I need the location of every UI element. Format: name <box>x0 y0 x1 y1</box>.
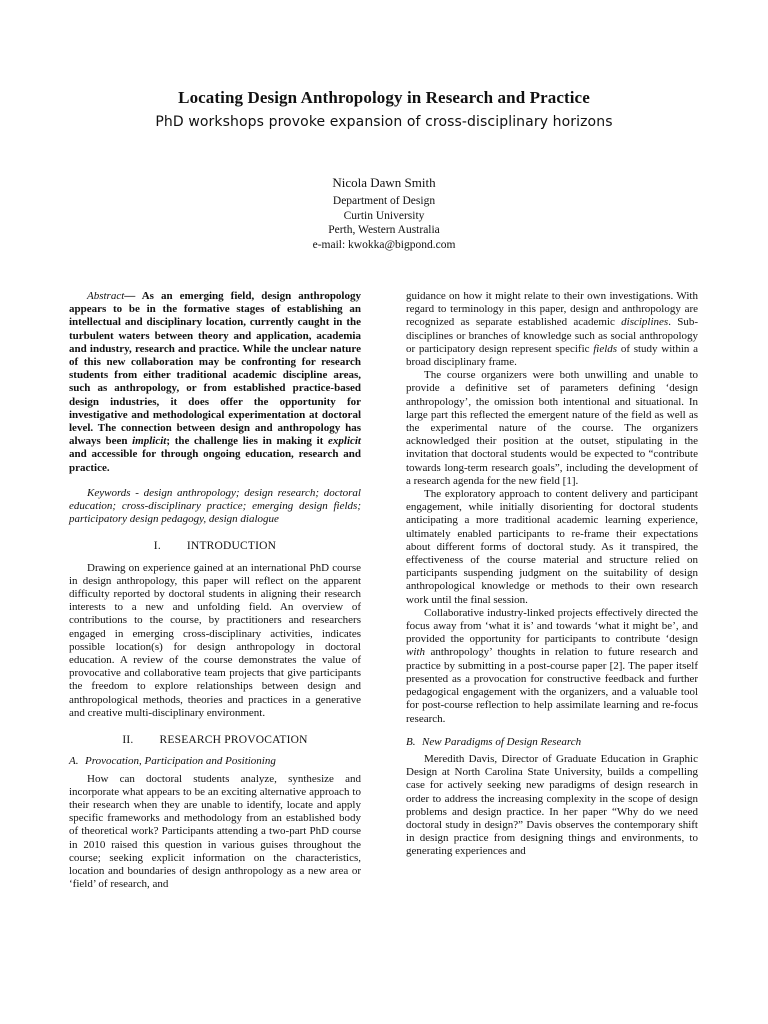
introduction-paragraph: Drawing on experience gained at an international PhD course in design anthropology, this paper will reflect on the apparent difficulty reported by doctoral students in aligning their research interests to a new and unfolding field. An overview of contributions to the course, by practitioners and researchers engaged in emerging cross-disciplinary activities, indicates possible location(s) for design anthropology in doctoral education. A review of the course demonstrates the value of provocative and collaborative team projects that give participants the freedom to explore relationships between design and anthropological methods, theories and practices in a generative and creative multi-disciplinary environment. <box>69 561 361 719</box>
emphasis-disciplines: disciplines <box>621 316 669 329</box>
paper-title: Locating Design Anthropology in Research and Practice <box>178 88 590 107</box>
abstract-explicit: explicit <box>328 435 361 448</box>
affiliation-location: Perth, Western Australia <box>328 224 440 236</box>
section-heading-introduction <box>69 540 361 553</box>
affiliation-department: Department of Design <box>332 195 436 207</box>
text-run: Collaborative industry-linked projects effectively directed the focus away from ‘what it is’ and towards ‘what it might be’, and provided the opportunity for participants to contribute ‘design <box>406 606 698 646</box>
section-title: RESEARCH PROVOCATION <box>159 734 308 747</box>
emphasis-fields: fields <box>593 342 618 355</box>
collaborative-projects-paragraph <box>406 607 698 726</box>
abstract <box>69 290 361 475</box>
author-affiliation <box>0 194 768 252</box>
subsection-heading-b <box>406 736 698 749</box>
keywords: Keywords - design anthropology; design research; doctoral education; cross-disciplinary practice; emerging design fields; participatory design pedagogy, design dialogue <box>69 486 361 526</box>
section-number: II. <box>122 734 134 747</box>
emphasis-with: with <box>406 646 425 659</box>
section-number: I. <box>153 540 161 553</box>
abstract-text-b: ; the challenge lies in making it <box>166 435 328 448</box>
subsection-number: A. <box>69 755 79 768</box>
section-heading-research-provocation <box>69 734 361 747</box>
abstract-text-a: As an emerging field, design anthropology appears to be in the formative stages of establishing an intellectual and disciplinary location, currently caught in the turbulent waters between theory and application, academia and industry, research and practice. While the unclear nature of this new collaboration may be confronting for research students from either traditional academic discipline areas, such as anthropology, or from established practice-based design industries, it does offer the opportunity for investigative and methodological experimentation at doctoral level. The connection between design and anthropology has always been <box>69 290 361 448</box>
abstract-implicit: implicit <box>132 435 167 448</box>
paper-subtitle: PhD workshops provoke expansion of cross-disciplinary horizons <box>155 114 613 130</box>
author-name: Nicola Dawn Smith <box>332 175 436 190</box>
abstract-label: Abstract <box>87 290 125 302</box>
new-paradigms-paragraph: Meredith Davis, Director of Graduate Education in Graphic Design at North Carolina State University, builds a compelling case for actively seeking new paradigms of design research in order to address the increasing complexity in the scope of design problems and design practice. In her paper “Why do we need doctoral study in design?” Davis observes the contemporary shift in design practice from designing things and environments, to generating experiences and <box>406 752 698 858</box>
affiliation-email: e-mail: kwokka@bigpond.com <box>312 238 456 251</box>
subsection-heading-a <box>69 755 361 768</box>
left-column <box>69 290 361 891</box>
section-title: INTRODUCTION <box>186 540 277 553</box>
right-column <box>406 290 698 859</box>
subsection-number: B. <box>406 735 416 748</box>
affiliation-university: Curtin University <box>343 209 425 222</box>
provocation-paragraph: How can doctoral students analyze, synthesize and incorporate what appears to be an exciting alternative approach to their research when they are unable to identify, locate and apply specific frameworks and methodology from an established body of theoretical work? Participants attending a two-part PhD course in 2010 raised this question in various guises throughout the course; seeking explicit information on the characteristics, location and boundaries of design anthropology as a new area or ‘field’ of research, and <box>69 772 361 891</box>
abstract-dash: — <box>124 290 142 302</box>
text-run: of study within a broad disciplinary frame. <box>406 342 699 369</box>
abstract-text-c: and accessible for through ongoing education, research and practice. <box>69 448 361 474</box>
subsection-title: New Paradigms of Design Research <box>422 735 582 748</box>
course-organizers-paragraph: The course organizers were both unwilling and unable to provide a definitive set of parameters defining ‘design anthropology’, the omission both intentional and situational. In large part this reflected the emergent nature of the field as well as the experimental nature of the course. The organizers acknowledged their position at the outset, stipulating in the invitation that doctoral students would be expected to “contribute towards long-term research goals”, including the development of a research agenda for the new field [1]. <box>406 369 698 487</box>
text-run: . Sub-disciplines or branches of knowledge such as social anthropology or participatory design represent specific <box>406 316 699 355</box>
subsection-title: Provocation, Participation and Positioning <box>85 755 276 768</box>
text-run: guidance on how it might relate to their own investigations. With regard to terminology in this paper, design and anthropology are recognized as separate established academic <box>406 290 698 329</box>
exploratory-approach-paragraph: The exploratory approach to content delivery and participant engagement, while initially disorienting for doctoral students anticipating a more traditional academic learning experience, ultimately enabled participants to re-frame their expectations about different forms of doctoral study. As it transpired, the effectiveness of the course material and structure relied on participants suspending judgment on the suitability of design anthropological knowledge or methods to their own research work until the final session. <box>406 488 698 606</box>
text-run: anthropology’ thoughts in relation to future research and practice by submitting in a post-course paper [2]. The paper itself presented as a provocation for constructive feedback and further pedagogical engagement with the organizers, and a valuable tool for post-course reflection to help assimilate learning and re-focus research. <box>406 646 698 725</box>
continued-paragraph <box>406 290 698 369</box>
